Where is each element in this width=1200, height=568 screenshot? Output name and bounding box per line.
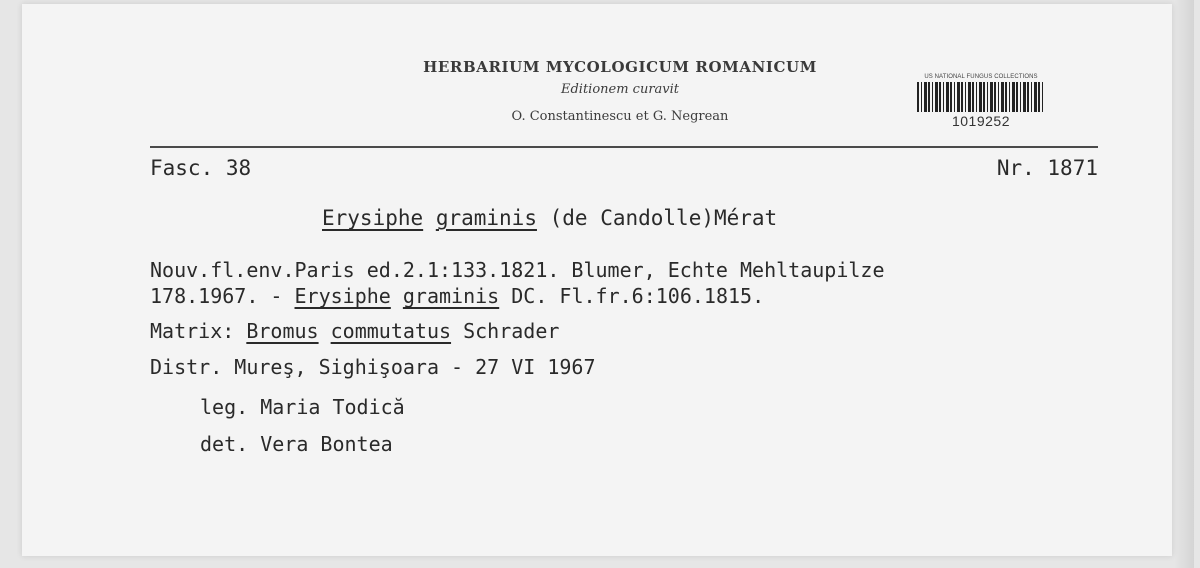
species-epithet: graminis [435,206,537,230]
reference-line-2 [150,284,764,308]
matrix-authority: Schrader [451,319,560,343]
header-divider [150,146,1098,148]
reference-suffix: DC. Fl.fr.6:106.1815. [499,284,765,308]
barcode-collection: US NATIONAL FUNGUS COLLECTIONS [924,74,1038,80]
reference-line-1: Nouv.fl.env.Paris ed.2.1:133.1821. Blumer, Echte Mehltaupilze [150,258,885,282]
page-edge [1174,0,1194,568]
reference-prefix: 178.1967. - [150,284,295,308]
determiner-line: det. Vera Bontea [200,432,393,456]
reference-epithet: graminis [402,284,500,308]
reference-genus: Erysiphe [294,284,391,308]
matrix-epithet: commutatus [330,319,452,343]
herbarium-subtitle: Editionem curavit [560,82,680,97]
species-authority: (de Candolle)Mérat [549,206,778,230]
matrix-label: Matrix: [150,319,247,343]
herbarium-title: HERBARIUM MYCOLOGICUM ROMANICUM [423,58,817,76]
specimen-number: Nr. 1871 [996,156,1098,180]
collector-line: leg. Maria Todică [200,395,405,419]
barcode-block [910,74,1052,129]
barcode-number: 1019252 [951,113,1010,129]
species-genus: Erysiphe [322,206,424,230]
herbarium-editors: O. Constantinescu et G. Negrean [511,109,729,124]
distribution-line: Distr. Mureş, Sighişoara - 27 VI 1967 [150,355,596,379]
matrix-genus: Bromus [246,319,319,343]
matrix-line [150,319,559,343]
fascicle-number: Fasc. 38 [150,156,252,180]
barcode-icon [917,82,1045,112]
species-name [322,206,777,230]
label-header [380,58,860,124]
